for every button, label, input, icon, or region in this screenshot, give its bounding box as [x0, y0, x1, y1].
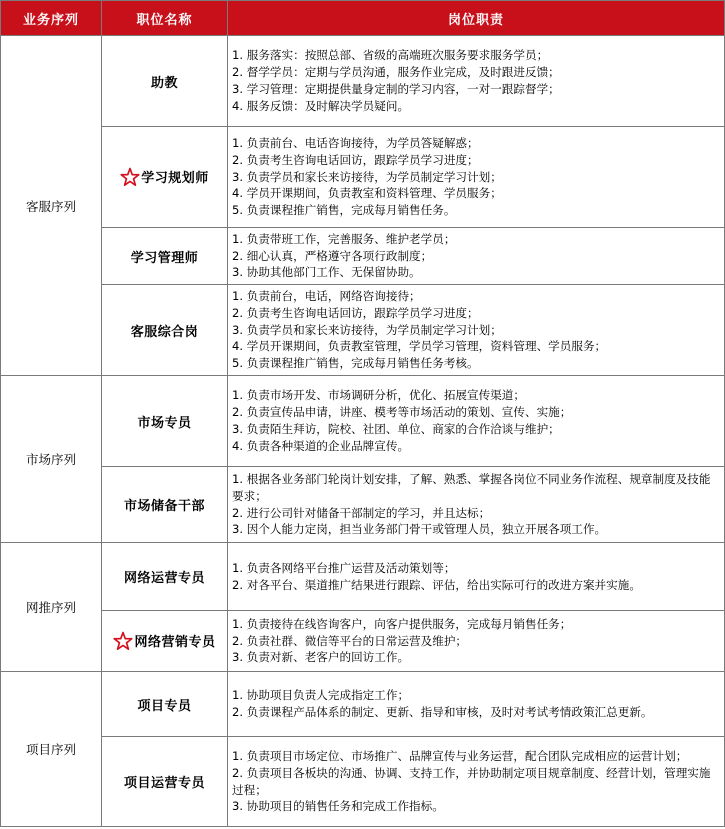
position-cell	[102, 127, 228, 228]
duties-cell	[228, 127, 725, 228]
position-label: 学习管理师	[130, 250, 199, 266]
header-duties: 岗位职责	[228, 1, 725, 36]
series-cell: 项目序列	[1, 672, 102, 827]
duty-line: 5. 负责课程推广销售，完成每月销售任务。	[232, 203, 456, 218]
duty-line: 5. 负责课程推广销售，完成每月销售任务考核。	[232, 356, 479, 371]
duties-cell	[228, 285, 725, 376]
table-row	[1, 285, 725, 376]
duty-line: 2. 负责项目各板块的沟通、协调、支持工作，并协助制定项目规章制度、经营计划，管理实施过程；	[232, 765, 711, 797]
table-row	[1, 543, 725, 611]
position-cell	[102, 228, 228, 285]
duties-cell	[228, 376, 725, 467]
duties-cell	[228, 737, 725, 827]
position-label: 学习规划师	[141, 171, 209, 186]
duties-cell	[228, 36, 725, 127]
series-cell: 客服序列	[1, 36, 102, 376]
duty-line: 2. 督学学员：定期与学员沟通，服务作业完成，及时跟进反馈；	[232, 65, 560, 80]
duty-line: 3. 负责陌生拜访，院校、社团、单位、商家的合作洽谈与维护；	[232, 422, 560, 436]
header-series: 业务序列	[1, 1, 102, 36]
table-row	[1, 228, 725, 285]
position-cell	[102, 36, 228, 127]
star-icon	[120, 167, 140, 187]
duty-line: 3. 因个人能力定岗，担当业务部门骨干或管理人员，独立开展各项工作。	[232, 522, 607, 537]
duty-line: 3. 协助其他部门工作、无保留协助。	[232, 265, 421, 280]
duty-line: 4. 负责各种渠道的企业品牌宣传。	[232, 438, 410, 453]
table-row	[1, 611, 725, 672]
duty-line: 1. 负责前台、电话咨询接待，为学员答疑解惑；	[232, 136, 479, 150]
position-cell	[102, 737, 228, 827]
position-label: 市场专员	[137, 415, 192, 431]
position-label: 项目运营专员	[123, 776, 205, 791]
position-label: 网络营销专员	[134, 635, 216, 650]
header-position: 职位名称	[102, 1, 228, 36]
duty-line: 2. 负责考生咨询电话回访，跟踪学员学习进度；	[232, 152, 479, 167]
position-label: 市场储备干部	[123, 499, 205, 514]
star-icon	[113, 631, 133, 651]
table-row	[1, 467, 725, 543]
duty-line: 1. 负责各网络平台推广运营及活动策划等；	[232, 560, 456, 575]
position-cell	[102, 376, 228, 467]
duty-line: 2. 负责宣传品申请，讲座、模考等市场活动的策划、宣传、实施；	[232, 405, 572, 420]
duty-line: 2. 负责社群、微信等平台的日常运营及维护；	[232, 633, 468, 648]
position-label: 网络运营专员	[123, 571, 205, 586]
table-row	[1, 36, 725, 127]
duties-cell	[228, 228, 725, 285]
duty-line: 2. 对各平台、渠道推广结果进行跟踪、评估，给出实际可行的改进方案并实施。	[232, 577, 641, 592]
position-cell	[102, 611, 228, 672]
duties-cell	[228, 543, 725, 611]
duty-line: 4. 学员开课期间，负责教室和资料管理、学员服务；	[232, 186, 502, 201]
series-cell: 网推序列	[1, 543, 102, 672]
duty-line: 1. 根据各业务部门轮岗计划安排，了解、熟悉、掌握各岗位不同业务作流程、规章制度及技能要求；	[232, 471, 711, 503]
duty-line: 1. 负责前台，电话，网络咨询接待；	[232, 289, 421, 303]
duty-line: 4. 服务反馈：及时解决学员疑问。	[232, 98, 410, 113]
table-row	[1, 672, 725, 737]
duty-line: 3. 协助项目的销售任务和完成工作指标。	[232, 799, 444, 814]
duty-line: 3. 负责学员和家长来访接待，为学员制定学习计划；	[232, 322, 502, 337]
table-header-row	[1, 1, 725, 36]
position-cell	[102, 285, 228, 376]
duty-line: 2. 负责课程产品体系的制定、更新、指导和审核，及时对考试考情政策汇总更新。	[232, 705, 653, 719]
duty-line: 1. 负责带班工作，完善服务、维护老学员；	[232, 231, 456, 246]
duty-line: 1. 负责市场开发、市场调研分析，优化、拓展宣传渠道；	[232, 388, 525, 403]
position-label: 助教	[150, 75, 178, 91]
duty-line: 1. 协助项目负责人完成指定工作；	[232, 688, 410, 703]
duty-line: 1. 服务落实：按照总部、省级的高端班次服务要求服务学员；	[232, 48, 549, 63]
duty-line: 1. 负责项目市场定位、市场推广、品牌宣传与业务运营，配合团队完成相应的运营计划；	[232, 748, 688, 763]
position-label: 客服综合岗	[130, 324, 199, 340]
position-cell	[102, 672, 228, 737]
position-cell	[102, 467, 228, 543]
duty-line: 2. 细心认真，严格遵守各项行政制度；	[232, 248, 433, 263]
duties-cell	[228, 467, 725, 543]
position-cell	[102, 543, 228, 611]
table-row	[1, 127, 725, 228]
duty-line: 4. 学员开课期间，负责教室管理，学员学习管理，资料管理、学员服务；	[232, 339, 607, 354]
table-row	[1, 376, 725, 467]
duty-line: 2. 进行公司针对储备干部制定的学习，并且达标；	[232, 505, 491, 520]
series-cell: 市场序列	[1, 376, 102, 543]
duty-line: 3. 学习管理：定期提供量身定制的学习内容，一对一跟踪督学；	[232, 82, 560, 96]
duties-cell	[228, 672, 725, 737]
duty-line: 3. 负责学员和家长来访接待，为学员制定学习计划；	[232, 169, 502, 184]
duty-line: 1. 负责接待在线咨询客户，向客户提供服务，完成每月销售任务；	[232, 616, 572, 631]
table-row	[1, 737, 725, 827]
position-label: 项目专员	[137, 698, 192, 714]
duties-cell	[228, 611, 725, 672]
duty-line: 3. 负责对新、老客户的回访工作。	[232, 650, 410, 665]
duty-line: 2. 负责考生咨询电话回访，跟踪学员学习进度；	[232, 305, 479, 320]
